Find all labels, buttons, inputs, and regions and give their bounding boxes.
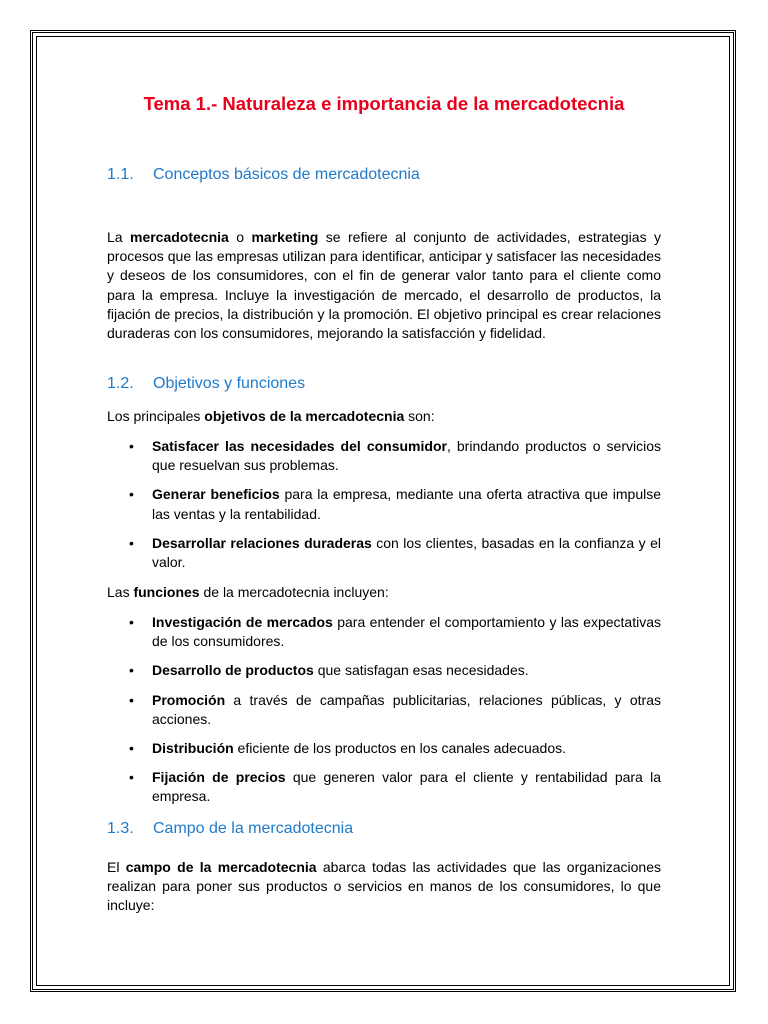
- list-item: • Satisfacer las necesidades del consumidor, brindando productos o servicios que resuelvan sus problemas.: [129, 438, 662, 474]
- document-page: [30, 30, 736, 992]
- funciones-list: [107, 613, 661, 807]
- paragraph-concepts: La mercadotecnia o marketing se refiere al conjunto de actividades, estrategias y procesos que las empresas utilizan para identificar, anticipar y satisfacer las necesidades y deseos de los consumidores, con el fin de generar valor tanto para el cliente como para la empresa. Incluye la investigación de mercado, el desarrollo de productos, la fijación de precios, la distribución y la promoción. El objetivo principal es crear relaciones duraderas con los consumidores, mejorando la satisfacción y fidelidad.: [107, 229, 661, 342]
- document-title: Tema 1.- Naturaleza e importancia de la mercadotecnia: [143, 93, 625, 114]
- objetivos-list: [107, 437, 661, 572]
- list-item: • Fijación de precios que generen valor para el cliente y rentabilidad para la empresa.: [129, 769, 661, 805]
- section-title: Campo de la mercadotecnia: [153, 820, 354, 837]
- list-item: • Investigación de mercados para entender el comportamiento y las expectativas de los consumidores.: [129, 614, 662, 650]
- bullet-icon: •: [129, 769, 134, 786]
- bullet-icon: •: [129, 740, 134, 757]
- list-item: • Desarrollo de productos que satisfagan esas necesidades.: [107, 661, 661, 680]
- section-heading-1-2: [107, 374, 305, 394]
- section-number: 1.2.: [107, 375, 134, 392]
- list-item: • Desarrollar relaciones duraderas con los clientes, basadas en la confianza y el valor.: [129, 534, 661, 571]
- bullet-icon: •: [129, 614, 134, 630]
- section-number: 1.3.: [107, 820, 134, 837]
- section-heading-1-3: [107, 819, 353, 839]
- section-title: Objetivos y funciones: [153, 375, 306, 392]
- bullet-icon: •: [129, 691, 134, 708]
- list-item: • Distribución eficiente de los productos en los canales adecuados.: [107, 739, 661, 758]
- bullet-icon: •: [129, 486, 134, 503]
- bullet-icon: •: [129, 438, 134, 454]
- section-heading-1-1: [107, 165, 420, 185]
- list-item: • Generar beneficios para la empresa, mediante una oferta atractiva que impulse las ventas y la rentabilidad.: [129, 486, 662, 522]
- paragraph-objetivos-intro: Los principales objetivos de la mercadotecnia son:: [107, 408, 435, 424]
- section-title: Conceptos básicos de mercadotecnia: [153, 166, 420, 183]
- section-number: 1.1.: [107, 166, 134, 183]
- bullet-icon: •: [129, 534, 134, 551]
- list-item: • Promoción a través de campañas publicitarias, relaciones públicas, y otras acciones.: [129, 691, 661, 727]
- paragraph-campo: El campo de la mercadotecnia abarca todas las actividades que las organizaciones realizan para poner sus productos o servicios en manos de los consumidores, lo que incluye:: [107, 859, 661, 914]
- bullet-icon: •: [129, 662, 134, 679]
- paragraph-funciones-intro: Las funciones de la mercadotecnia incluyen:: [107, 584, 389, 600]
